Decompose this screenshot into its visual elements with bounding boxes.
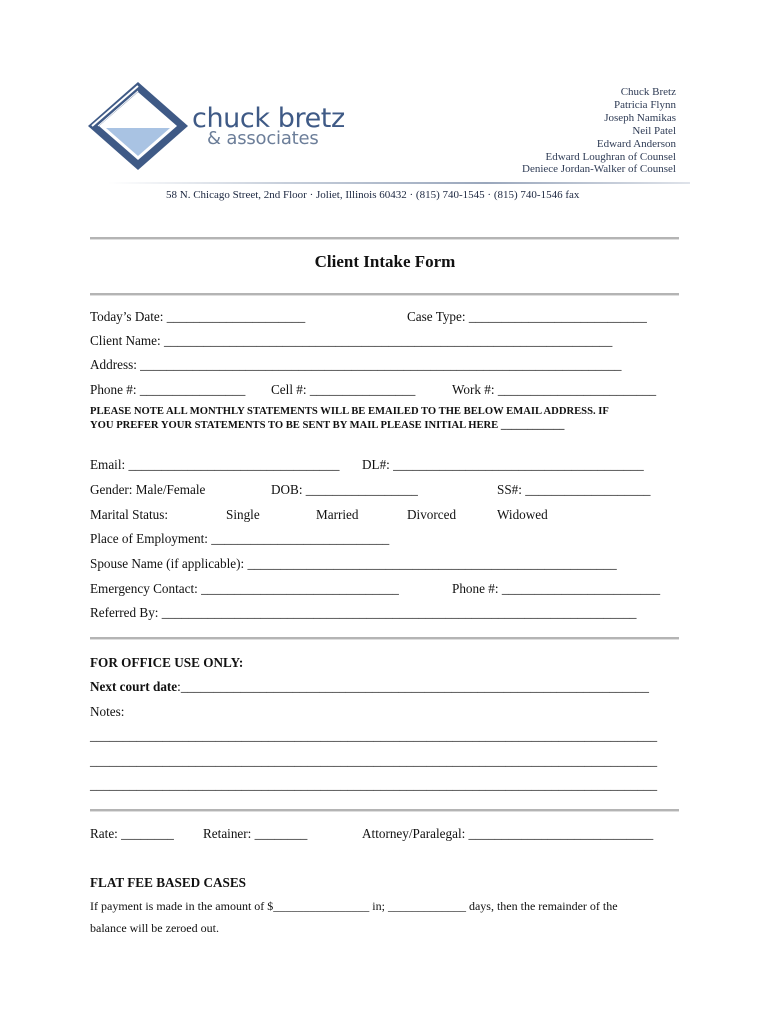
address-field[interactable]: Address: _________________________________________________________________________ <box>90 357 622 372</box>
form-title: Client Intake Form <box>314 252 456 271</box>
statement-notice: PLEASE NOTE ALL MONTHLY STATEMENTS WILL BE EMAILED TO THE BELOW EMAIL ADDRESS. IF <box>90 406 609 417</box>
next-court-date-label: Next court date <box>90 679 178 694</box>
phone-field[interactable]: Phone #: ________________ <box>90 382 246 397</box>
dob-field[interactable]: DOB: _________________ <box>271 482 418 497</box>
letterhead-divider <box>108 182 690 184</box>
marital-status-label: Marital Status: <box>90 507 169 522</box>
flat-fee-heading: FLAT FEE BASED CASES <box>90 875 246 890</box>
spouse-name-field[interactable]: Spouse Name (if applicable): ________________________________________________________ <box>90 556 617 571</box>
notes-line[interactable]: ______________________________________________________________________________________ <box>90 753 658 768</box>
emergency-contact-field[interactable]: Emergency Contact: ______________________________ <box>90 581 399 596</box>
brand-sub: & associates <box>207 128 319 149</box>
section-divider <box>90 637 679 640</box>
attorney-name: Deniece Jordan-Walker of Counsel <box>522 163 676 176</box>
attorney-name: Chuck Bretz <box>620 86 676 98</box>
marital-married-option[interactable]: Married <box>316 507 359 522</box>
brand-name: chuck bretz <box>192 103 345 134</box>
firm-logo-diamond <box>84 80 192 172</box>
flat-fee-terms-continued: balance will be zeroed out. <box>90 921 219 935</box>
attorney-name: Neil Patel <box>632 124 676 137</box>
section-divider <box>90 237 679 240</box>
firm-address: 58 N. Chicago Street, 2nd Floor · Joliet, Illinois 60432 · (815) 740-1545 · (815) 740-1546 fax <box>166 189 580 201</box>
attorney-name: Patricia Flynn <box>613 98 676 111</box>
flat-fee-terms[interactable]: If payment is made in the amount of $________________ in; _____________ days, then the remainder of the <box>90 899 618 913</box>
next-court-date-field[interactable] <box>90 679 649 695</box>
section-divider <box>90 809 679 812</box>
emergency-phone-field[interactable]: Phone #: ________________________ <box>452 581 661 596</box>
statement-notice-initial[interactable]: YOU PREFER YOUR STATEMENTS TO BE SENT BY MAIL PLEASE INITIAL HERE ____________ <box>90 420 565 431</box>
work-phone-field[interactable]: Work #: ________________________ <box>452 382 657 397</box>
office-use-heading: FOR OFFICE USE ONLY: <box>90 655 244 670</box>
email-field[interactable]: Email: ________________________________ <box>90 457 340 472</box>
retainer-field[interactable]: Retainer: ________ <box>203 826 308 841</box>
marital-divorced-option[interactable]: Divorced <box>407 507 457 522</box>
attorney-name: Joseph Namikas <box>604 111 676 124</box>
section-divider <box>90 293 679 296</box>
cell-field[interactable]: Cell #: ________________ <box>271 382 416 397</box>
rate-field[interactable]: Rate: ________ <box>90 826 174 841</box>
marital-widowed-option[interactable]: Widowed <box>497 507 548 522</box>
attorney-name: Edward Anderson <box>596 137 676 150</box>
dl-field[interactable]: DL#: ______________________________________ <box>362 457 644 472</box>
notes-line[interactable]: ______________________________________________________________________________________ <box>90 777 658 792</box>
notes-line[interactable]: ______________________________________________________________________________________ <box>90 728 658 743</box>
attorney-paralegal-field[interactable]: Attorney/Paralegal: ____________________________ <box>362 826 654 841</box>
gender-field[interactable]: Gender: Male/Female <box>90 482 206 497</box>
ss-field[interactable]: SS#: ___________________ <box>497 482 651 497</box>
case-type-field[interactable]: Case Type: ___________________________ <box>407 309 647 324</box>
client-name-field[interactable]: Client Name: ____________________________________________________________________ <box>90 333 613 348</box>
employment-field[interactable]: Place of Employment: ___________________________ <box>90 531 390 546</box>
attorney-name: Edward Loughran of Counsel <box>545 150 676 163</box>
todays-date-field[interactable]: Today’s Date: _____________________ <box>90 309 306 324</box>
attorney-list <box>522 86 676 176</box>
referred-by-field[interactable]: Referred By: ________________________________________________________________________ <box>90 605 637 620</box>
marital-single-option[interactable]: Single <box>226 507 260 522</box>
notes-label: Notes: <box>90 704 125 719</box>
next-court-date-blank[interactable]: :_______________________________________________________________________ <box>177 679 649 694</box>
